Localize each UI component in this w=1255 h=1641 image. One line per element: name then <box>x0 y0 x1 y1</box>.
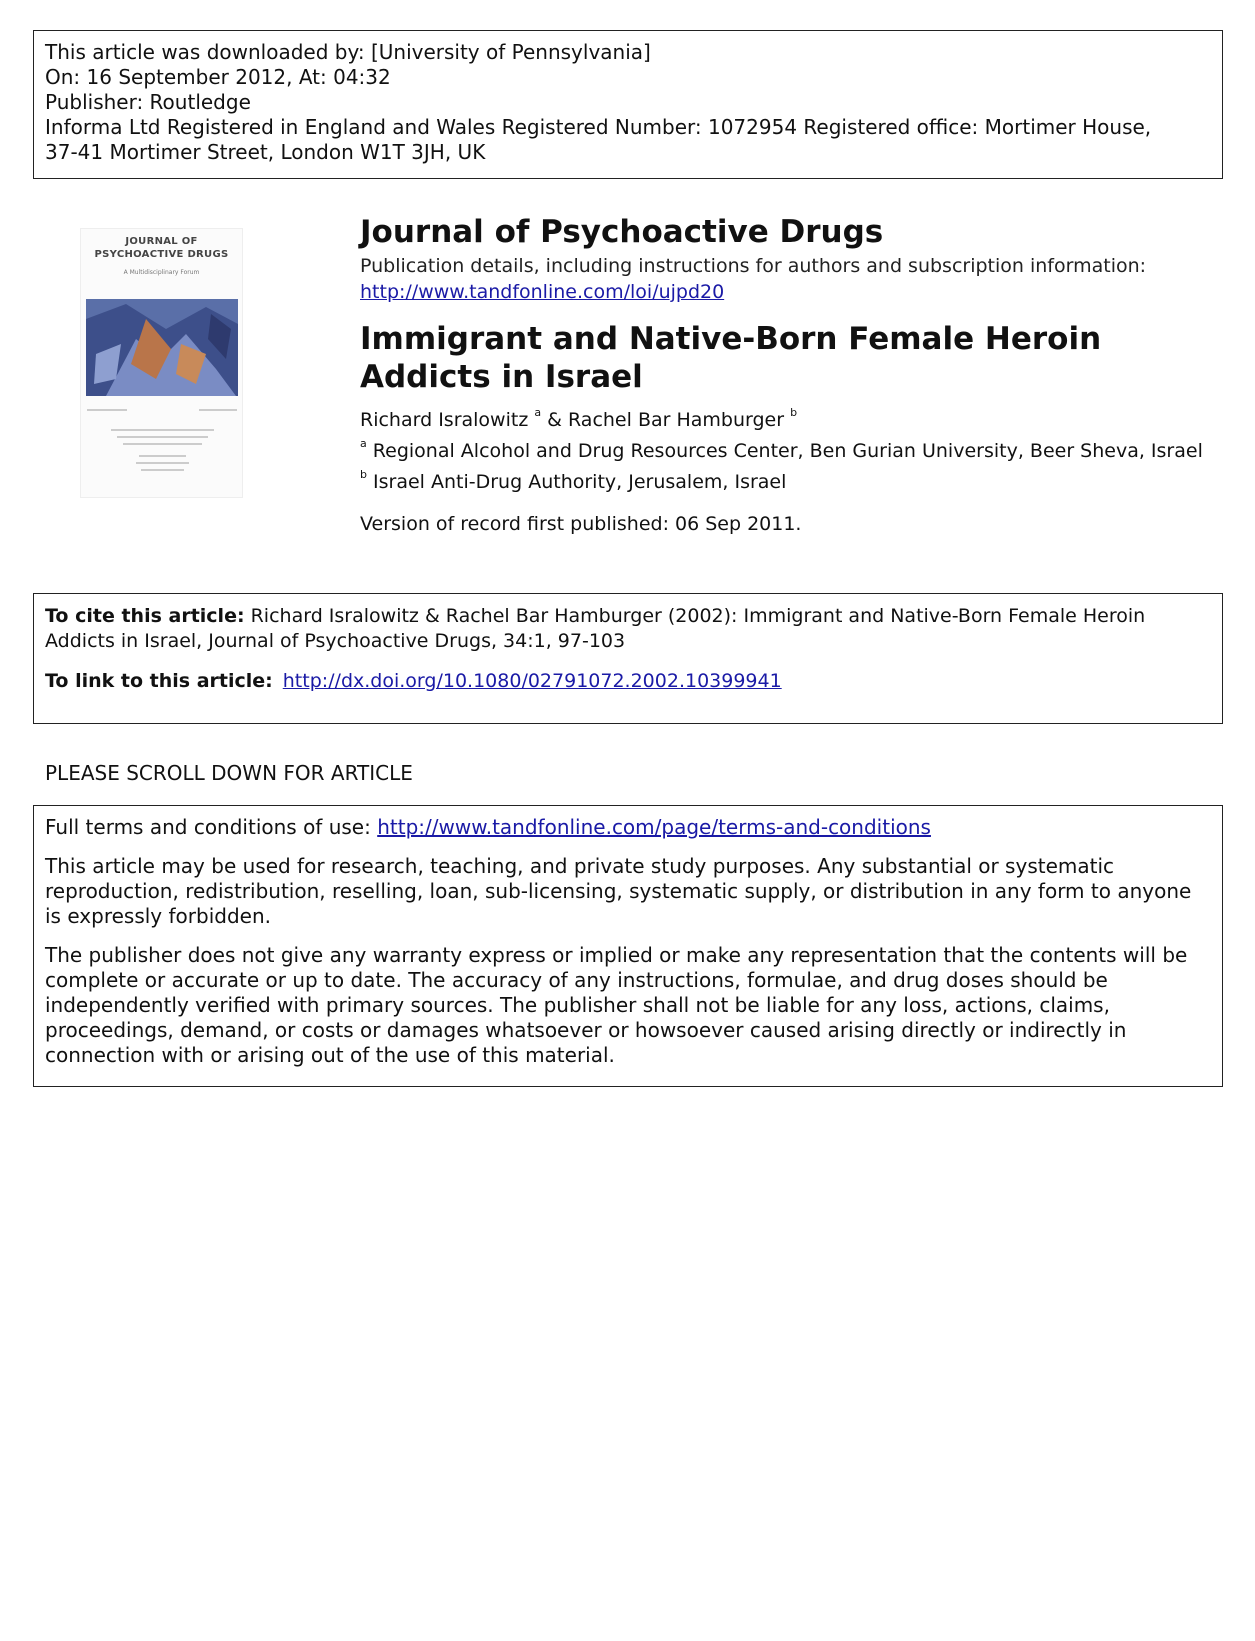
journal-title: Journal of Psychoactive Drugs <box>360 214 884 250</box>
cover-text-line <box>117 436 208 438</box>
author-separator: & <box>547 409 562 431</box>
author-affiliation-marker: a <box>534 406 542 419</box>
cover-text-line <box>87 409 127 411</box>
publisher-line: Publisher: Routledge <box>45 90 251 114</box>
citation-box <box>33 593 1223 724</box>
affiliation-marker: b <box>360 468 367 481</box>
affiliation-b <box>360 468 787 493</box>
affiliation-text: Regional Alcohol and Drug Resources Center, Ben Gurian University, Beer Sheva, Israel <box>372 440 1203 462</box>
cover-text-line <box>139 455 186 457</box>
scroll-note: PLEASE SCROLL DOWN FOR ARTICLE <box>45 761 413 785</box>
author-affiliation-marker: b <box>790 406 798 419</box>
terms-label: Full terms and conditions of use: <box>45 815 371 839</box>
doi-link[interactable]: http://dx.doi.org/10.1080/02791072.2002.10399941 <box>282 670 782 692</box>
publication-details: Publication details, including instructions for authors and subscription information: <box>360 255 1147 277</box>
terms-row <box>45 815 1211 840</box>
cover-subtitle: A Multidisciplinary Forum <box>123 269 200 276</box>
address-line: 37-41 Mortimer Street, London W1T 3JH, UK <box>45 140 486 164</box>
author-name: Richard Isralowitz <box>360 409 529 431</box>
cite-row <box>45 604 1211 654</box>
terms-paragraph: This article may be used for research, teaching, and private study purposes. Any substantial or systematic reproduction, redistribution, reselling, loan, sub-licensing, systematic supply, or distribution in any form to anyone is expressly forbidden. <box>45 854 1192 928</box>
terms-box <box>33 805 1223 1087</box>
journal-cover-image <box>80 228 243 498</box>
version-of-record: Version of record first published: 06 Sep 2011. <box>360 513 802 535</box>
download-info-box <box>33 30 1223 179</box>
affiliation-text: Israel Anti-Drug Authority, Jerusalem, Israel <box>373 471 787 493</box>
terms-link[interactable]: http://www.tandfonline.com/page/terms-and-conditions <box>377 815 931 839</box>
authors <box>360 406 798 431</box>
cover-text-line <box>141 469 184 471</box>
journal-link[interactable]: http://www.tandfonline.com/loi/ujpd20 <box>360 281 725 303</box>
cite-label: To cite this article: <box>45 605 245 627</box>
link-label: To link to this article: <box>45 670 273 692</box>
cover-text-line <box>199 409 237 411</box>
article-title: Immigrant and Native-Born Female Heroin Addicts in Israel <box>360 321 1102 395</box>
terms-paragraph: The publisher does not give any warranty express or implied or make any representation that the contents will be complete or accurate or up to date. The accuracy of any instructions, formulae, and drug doses should be independently verified with primary sources. The publisher shall not be liable for any loss, actions, claims, proceedings, demand, or costs or damages whatsoever or howsoever caused arising directly or indirectly in connection with or arising out of the use of this material. <box>45 943 1188 1067</box>
registered-line: Informa Ltd Registered in England and Wales Registered Number: 1072954 Registered office: Mortimer House, <box>45 115 1152 139</box>
cover-title: JOURNAL OF PSYCHOACTIVE DRUGS <box>94 236 229 260</box>
download-date-line: On: 16 September 2012, At: 04:32 <box>45 65 391 89</box>
affiliation-a <box>360 437 1203 462</box>
cover-artwork <box>86 299 238 396</box>
cover-text-line <box>111 429 214 431</box>
download-line: This article was downloaded by: [University of Pennsylvania] <box>45 40 651 64</box>
cover-text-line <box>136 462 189 464</box>
affiliation-marker: a <box>360 437 367 450</box>
cover-text-line <box>123 443 202 445</box>
link-row <box>45 669 1211 694</box>
author-name: Rachel Bar Hamburger <box>568 409 785 431</box>
cite-text: Richard Isralowitz & Rachel Bar Hamburger (2002): Immigrant and Native-Born Female Heroin Addicts in Israel, Journal of Psychoactive Drugs, 34:1, 97-103 <box>45 605 1146 652</box>
